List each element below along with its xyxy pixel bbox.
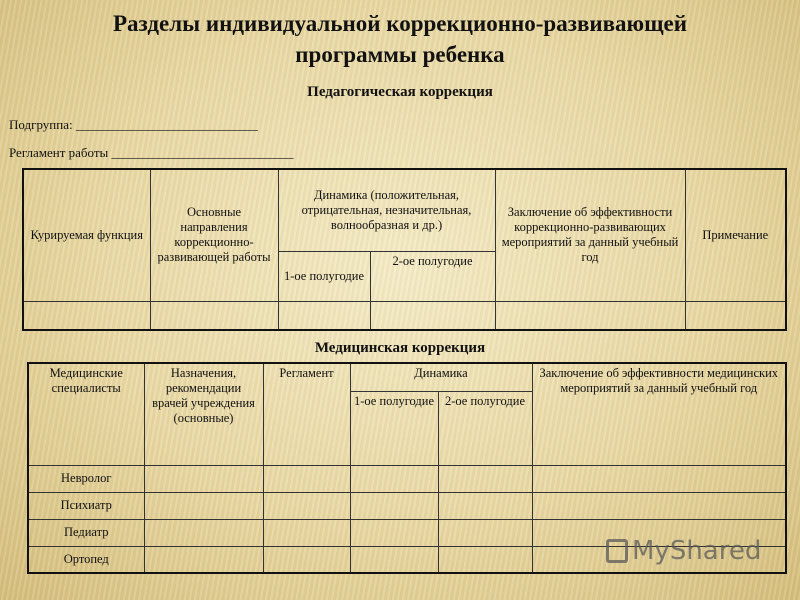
header-half1: 1-ое полугодие	[350, 391, 438, 465]
empty-cell	[370, 301, 495, 330]
subgroup-label: Подгруппа: ____________________________	[9, 117, 258, 132]
specialist-name: Педиатр	[28, 519, 144, 546]
header-specialists: Медицинские специалисты	[28, 363, 144, 465]
title-line-1: Разделы индивидуальной коррекционно-развивающей	[113, 11, 687, 36]
presentation-icon	[606, 539, 628, 563]
header-conclusion: Заключение об эффективности медицинских мероприятий за данный учебный год	[532, 363, 786, 465]
header-note: Примечание	[685, 169, 786, 301]
specialist-name: Ортопед	[28, 546, 144, 573]
header-prescriptions: Назначения, рекомендации врачей учреждения (основные)	[144, 363, 263, 465]
empty-cell	[278, 301, 370, 330]
specialist-name: Психиатр	[28, 492, 144, 519]
header-half2: 2-ое полугодие	[370, 251, 495, 301]
medical-heading: Медицинская коррекция	[314, 340, 486, 356]
title-line-2: программы ребенка	[295, 42, 505, 67]
header-dynamics: Динамика	[350, 363, 532, 391]
header-half2: 2-ое полугодие	[438, 391, 532, 465]
header-dynamics: Динамика (положительная, отрицательная, незначительная, волнообразная и др.)	[278, 169, 495, 251]
pedagogical-table	[22, 168, 787, 331]
table-row	[28, 465, 786, 492]
empty-cell	[23, 301, 150, 330]
empty-cell	[150, 301, 278, 330]
schedule-label: Регламент работы ____________________________	[9, 145, 294, 160]
watermark-text: MyShared	[632, 536, 762, 566]
pedagogical-heading: Педагогическая коррекция	[307, 84, 493, 100]
page-title	[0, 8, 800, 70]
empty-cell	[685, 301, 786, 330]
header-function: Курируемая функция	[23, 169, 150, 301]
header-directions: Основные направления коррекционно-развивающей работы	[150, 169, 278, 301]
table-row	[28, 492, 786, 519]
watermark	[606, 536, 761, 566]
header-half1: 1-ое полугодие	[278, 251, 370, 301]
header-conclusion: Заключение об эффективности коррекционно-развивающих мероприятий за данный учебный год	[495, 169, 685, 301]
empty-cell	[495, 301, 685, 330]
header-schedule: Регламент	[263, 363, 350, 465]
specialist-name: Невролог	[28, 465, 144, 492]
